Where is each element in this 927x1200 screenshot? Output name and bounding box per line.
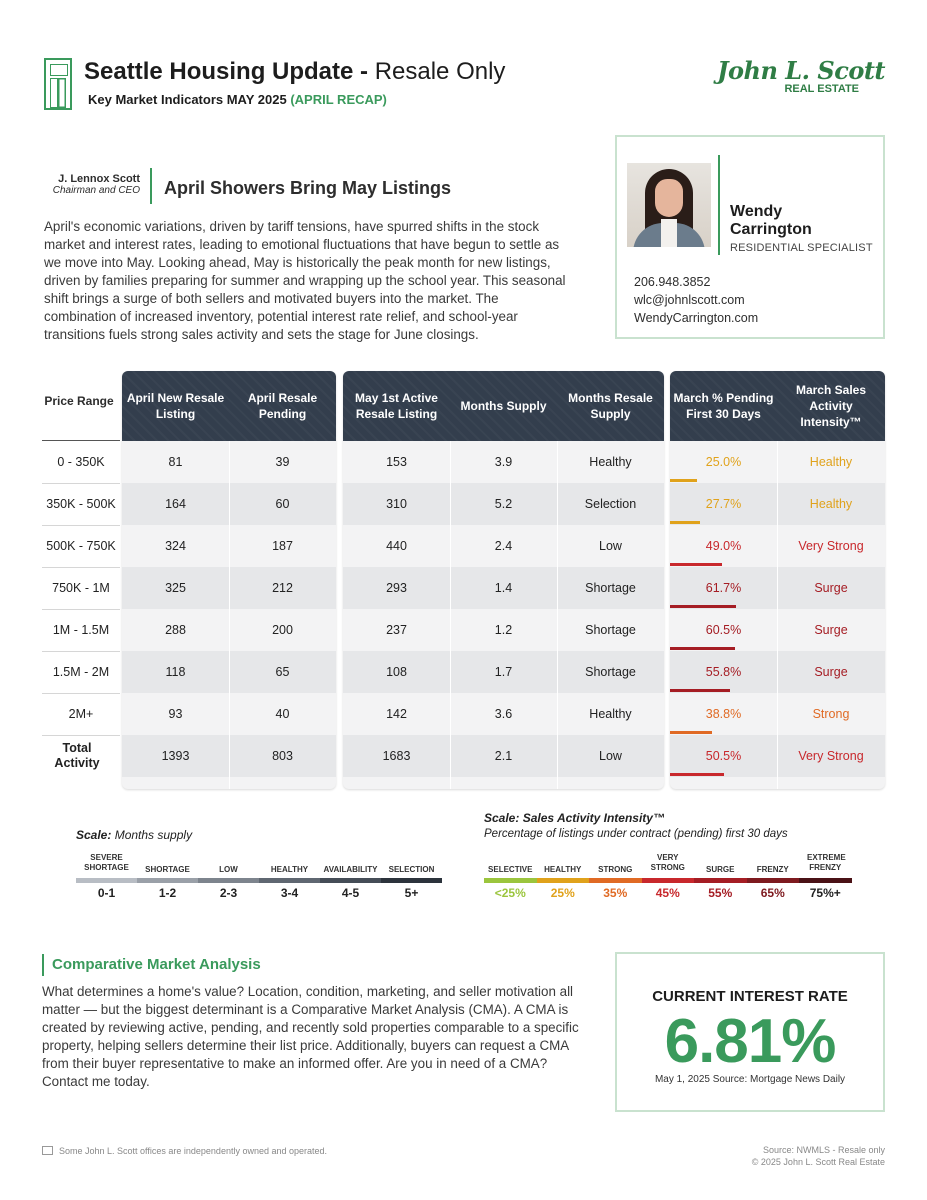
agent-website[interactable]: WendyCarrington.com [634, 311, 759, 325]
table-cell-pct: 38.8% [705, 707, 742, 721]
table-header-intensity [670, 371, 885, 441]
table-cell-supply: Low [599, 539, 622, 553]
intensity-scale-label: FRENZY [756, 865, 789, 874]
table-cell-pending: 187 [272, 539, 293, 553]
pct-pending-bar [670, 647, 735, 650]
intensity-scale-value: 75%+ [809, 886, 841, 900]
table-cell-months: 1.7 [494, 665, 513, 679]
table-cell-months: 2.4 [494, 539, 513, 553]
table-cell-pending: 40 [275, 707, 290, 721]
table-cell-new: 325 [165, 581, 186, 595]
pct-pending-bar [670, 773, 724, 776]
table-cell-supply: Shortage [585, 623, 636, 637]
table-cell-new: 324 [165, 539, 186, 553]
table-block-intensity [670, 371, 885, 789]
table-cell-intensity: Healthy [809, 455, 853, 469]
table-cell-months: 5.2 [494, 497, 513, 511]
interest-rate-label: CURRENT INTEREST RATE [652, 988, 848, 1005]
table-cell-new: 118 [165, 665, 186, 679]
pct-pending-bar [670, 605, 736, 608]
article-title: April Showers Bring May Listings [164, 178, 452, 198]
intensity-scale-segment [642, 878, 695, 883]
table-cell-intensity: Very Strong [798, 749, 864, 763]
months-scale-value: 5+ [404, 886, 419, 900]
months-scale-value: 4-5 [341, 886, 360, 900]
pct-pending-bar [670, 731, 712, 734]
table-cell-intensity: Healthy [809, 497, 853, 511]
price-range-header: Price Range [44, 394, 114, 408]
months-scale-value: 1-2 [158, 886, 177, 900]
price-range-cell: 1.5M - 2M [52, 664, 110, 679]
header-months-supply: Months Supply [460, 399, 547, 413]
brand-logo-icon [44, 58, 72, 110]
article-body: April's economic variations, driven by tariff tensions, have spurred shifts in the stock market and interest rates, leading to emotional fluctuations that have begun to settle as we move into May. Looking ahead, May is historically the peak month for new listings, driven by families preparing for summer and wrapping up the school year. This seasonal shift brings a surge of both sellers and motivated buyers into the market. The combination of increased inventory, potential interest rate relief, and school-year transitions fuels strong sales activity and sets the stage for June closings. [44, 219, 566, 342]
header-active: May 1st Active Resale Listing [355, 391, 438, 421]
price-range-cell: 1M - 1.5M [52, 622, 110, 637]
table-cell-pct: 55.8% [705, 665, 742, 679]
months-scale-label: SHORTAGE [145, 865, 190, 874]
intensity-scale-segment [484, 878, 537, 883]
author-divider [150, 168, 152, 204]
intensity-scale-segment [747, 878, 800, 883]
brand-logo: John L. Scott REAL ESTATE [717, 56, 885, 95]
table-cell-supply: Shortage [585, 581, 636, 595]
table-cell-pending: 65 [275, 665, 290, 679]
pct-pending-bar [670, 479, 697, 482]
header-resale-supply: Months Resale Supply [568, 391, 653, 421]
months-scale-title: Scale: Months supply [76, 828, 193, 842]
table-cell-active: 1683 [382, 749, 411, 763]
intensity-scale-subtitle: Percentage of listings under contract (pending) first 30 days [484, 828, 788, 840]
months-scale-segment [198, 878, 259, 883]
table-cell-new: 93 [168, 707, 183, 721]
intensity-scale-value: <25% [494, 886, 526, 900]
table-cell-supply: Healthy [589, 455, 632, 469]
intensity-scale-label: EXTREME FRENZY [807, 853, 846, 872]
months-scale-label: HEALTHY [270, 865, 309, 874]
table-cell-intensity: Strong [812, 707, 850, 721]
table-cell-months: 2.1 [494, 749, 513, 763]
months-scale-label: SEVERE SHORTAGE [84, 853, 129, 872]
intensity-scale-segment [589, 878, 642, 883]
months-scale-segment [381, 878, 442, 883]
table-cell-pct: 60.5% [705, 623, 742, 637]
table-cell-pct: 25.0% [705, 455, 742, 469]
table-block-april [122, 371, 336, 789]
table-cell-new: 81 [168, 455, 183, 469]
months-scale-value: 2-3 [219, 886, 238, 900]
agent-photo [627, 163, 711, 247]
price-range-cell: 750K - 1M [52, 580, 110, 595]
agent-email[interactable]: wlc@johnlscott.com [634, 293, 745, 307]
table-cell-pending: 60 [275, 497, 290, 511]
intensity-scale-label: SURGE [706, 865, 735, 874]
home-icon [42, 1146, 53, 1155]
months-scale-segment [76, 878, 137, 883]
table-cell-active: 142 [386, 707, 407, 721]
table-cell-new: 288 [165, 623, 186, 637]
table-cell-supply: Shortage [585, 665, 636, 679]
months-scale-label: SELECTION [388, 865, 435, 874]
intensity-scale-segment [537, 878, 590, 883]
table-cell-active: 293 [386, 581, 407, 595]
table-header-supply [343, 371, 664, 441]
table-header-april [122, 371, 336, 441]
pct-pending-bar [670, 521, 700, 524]
intensity-scale-value: 45% [655, 886, 680, 900]
months-scale-label: AVAILABILITY [323, 865, 378, 874]
table-cell-active: 108 [386, 665, 407, 679]
table-cell-months: 3.9 [494, 455, 513, 469]
page-title: Seattle Housing Update - Resale Only [84, 58, 506, 85]
table-cell-pending: 212 [272, 581, 293, 595]
months-scale-segment [320, 878, 381, 883]
header-intensity: March Sales Activity Intensity™ [795, 383, 867, 429]
table-block-supply [343, 371, 664, 789]
intensity-scale-value: 25% [550, 886, 575, 900]
table-cell-pct: 61.7% [705, 581, 742, 595]
cma-accent-bar [42, 954, 44, 976]
intensity-scale-label: HEALTHY [544, 865, 582, 874]
pct-pending-bar [670, 563, 722, 566]
intensity-scale-label: SELECTIVE [488, 865, 533, 874]
table-cell-new: 164 [165, 497, 186, 511]
intensity-scale-segment [694, 878, 747, 883]
agent-title: RESIDENTIAL SPECIALIST [730, 242, 873, 254]
table-cell-new: 1393 [161, 749, 190, 763]
table-cell-supply: Selection [584, 497, 637, 511]
page-subtitle: Key Market Indicators MAY 2025 (APRIL RECAP) [88, 92, 387, 107]
header-pct-pending: March % Pending First 30 Days [673, 391, 774, 421]
table-cell-active: 237 [386, 623, 407, 637]
table-cell-active: 153 [386, 455, 407, 469]
agent-card [615, 135, 885, 339]
table-cell-intensity: Surge [814, 581, 848, 595]
article-author: J. Lennox Scott Chairman and CEO [52, 173, 140, 196]
price-range-cell: Total Activity [54, 741, 100, 770]
table-cell-supply: Low [599, 749, 622, 763]
footer-source: Source: NWMLS - Resale only © 2025 John L. Scott Real Estate [751, 1145, 885, 1167]
interest-rate-source: May 1, 2025 Source: Mortgage News Daily [654, 1074, 846, 1085]
table-cell-pct: 49.0% [705, 539, 742, 553]
agent-divider [718, 155, 720, 255]
table-cell-active: 440 [386, 539, 407, 553]
table-cell-months: 3.6 [494, 707, 513, 721]
months-scale-value: 0-1 [97, 886, 116, 900]
price-range-cell: 500K - 750K [46, 538, 116, 553]
table-cell-months: 1.4 [494, 581, 513, 595]
cma-title: Comparative Market Analysis [52, 956, 261, 973]
months-scale-label: LOW [219, 865, 238, 874]
cma-body: What determines a home's value? Location, condition, marketing, and seller motivation all matter — but the biggest determinant is a Comparative Market Analysis (CMA). A CMA is created by reviewing active, pending, and recently sold properties comparable to a specific property, helping sellers determine their list price. Additionally, buyers can request a CMA from their buyer representative to make an informed offer. Are you in need of a CMA? Contact me today. [42, 984, 579, 1089]
price-range-cell: 2M+ [68, 706, 94, 721]
price-range-cell: 0 - 350K [57, 454, 105, 469]
intensity-scale-label: VERY STRONG [650, 853, 685, 872]
intensity-scale-value: 35% [603, 886, 628, 900]
intensity-scale-title: Scale: Sales Activity Intensity™ [484, 811, 665, 825]
price-range-cell: 350K - 500K [46, 496, 116, 511]
months-scale-segment [259, 878, 320, 883]
agent-phone[interactable]: 206.948.3852 [634, 275, 711, 289]
table-cell-pct: 50.5% [705, 749, 742, 763]
table-cell-pending: 803 [272, 749, 293, 763]
months-scale-value: 3-4 [280, 886, 299, 900]
intensity-scale-label: STRONG [598, 865, 633, 874]
table-cell-pending: 39 [275, 455, 290, 469]
table-cell-intensity: Surge [814, 623, 848, 637]
agent-contact [634, 273, 758, 327]
intensity-scale-segment [799, 878, 852, 883]
table-cell-supply: Healthy [589, 707, 632, 721]
table-cell-active: 310 [386, 497, 407, 511]
table-cell-pct: 27.7% [705, 497, 742, 511]
intensity-scale-value: 65% [760, 886, 785, 900]
table-cell-pending: 200 [272, 623, 293, 637]
intensity-scale-value: 55% [708, 886, 733, 900]
agent-name: Wendy Carrington [730, 203, 812, 238]
header-new-listing: April New Resale Listing [126, 391, 225, 421]
interest-rate-box [615, 952, 885, 1112]
interest-rate-value: 6.81% [664, 1007, 836, 1076]
header-pending: April Resale Pending [247, 391, 318, 421]
footer-disclaimer: Some John L. Scott offices are independently owned and operated. [42, 1146, 327, 1156]
pct-pending-bar [670, 689, 730, 692]
months-scale-segment [137, 878, 198, 883]
table-cell-months: 1.2 [494, 623, 513, 637]
table-cell-intensity: Very Strong [798, 539, 864, 553]
table-cell-intensity: Surge [814, 665, 848, 679]
